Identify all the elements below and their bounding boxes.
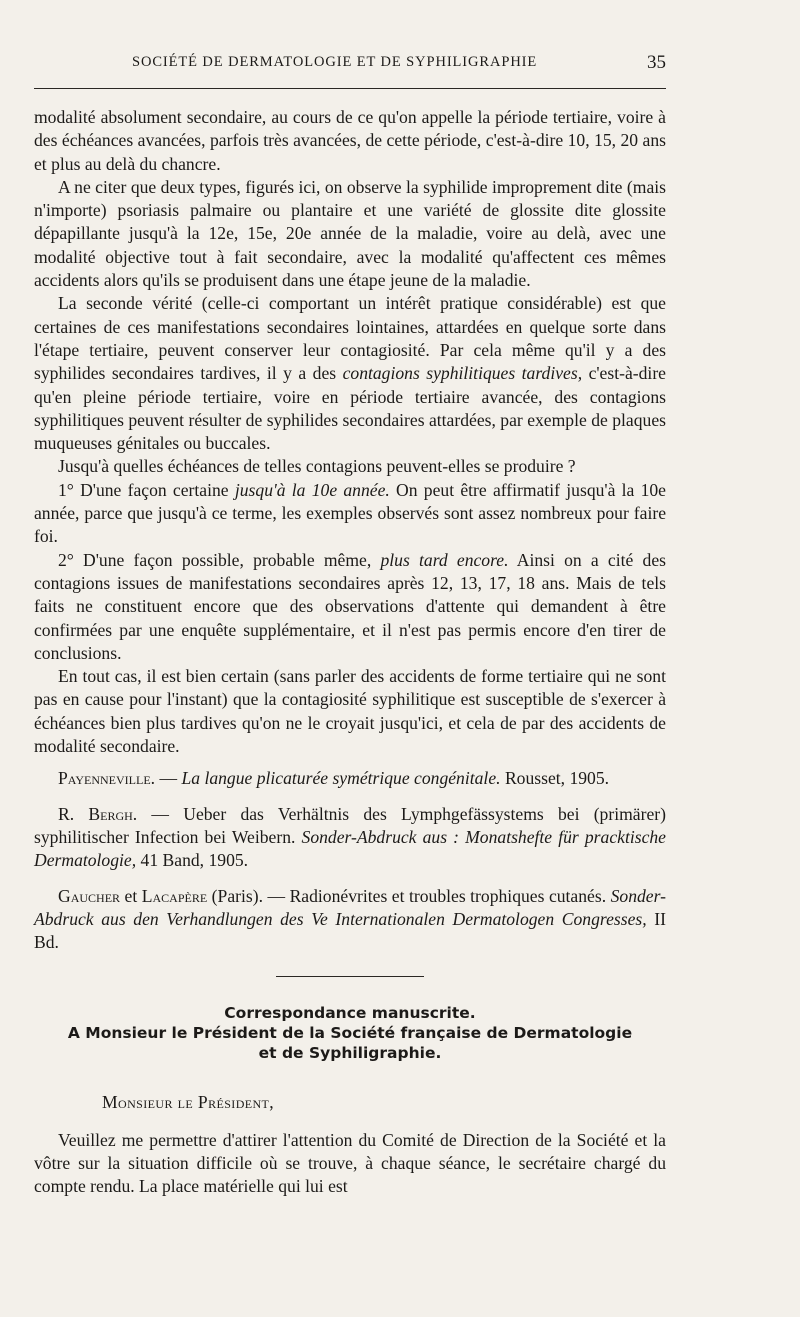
reference-author: Bergh. <box>88 803 138 824</box>
text-run: R. <box>58 803 75 824</box>
emphasis: jusqu'à la 10e année. <box>234 479 390 500</box>
emphasis: plus tard encore. <box>380 549 509 570</box>
reference-title: Sonder-Abdruck aus den Verhandlungen des Ve Internationalen Dermatologen Congresses, <box>34 885 666 929</box>
letter-salutation: Monsieur le Président, <box>102 1092 275 1113</box>
paragraph: En tout cas, il est bien certain (sans parler des accidents de forme tertiaire qui ne sont pas en cause pour l'instant) que la contagiosité syphilitique est susceptible de s'exercer à échéances bien plus tardives qu'on ne le croyait jusqu'ici, et cela de par des accidents de modalité secondaire. <box>34 666 666 757</box>
paragraph <box>34 549 666 665</box>
reference-entry <box>34 885 666 955</box>
paragraph: modalité absolument secondaire, au cours de ce qu'on appelle la période tertiaire, voire à des échéances avancées, parfois très avancées, de cette période, c'est-à-dire 10, 15, 20 ans et plus au delà du chancre. <box>34 107 666 174</box>
text-run: Rousset, 1905. <box>504 768 610 789</box>
header-rule <box>34 88 666 89</box>
running-title: SOCIÉTÉ DE DERMATOLOGIE ET DE SYPHILIGRAPHIE <box>132 54 538 70</box>
text-run: On peut être affirmatif jusqu'à la 10e année, parce que jusqu'à ce terme, les exemples observés sont assez nombreux pour faire foi. <box>34 479 666 547</box>
text-run: 2° D'une façon possible, probable même, <box>58 549 372 570</box>
text-run: — <box>159 768 178 789</box>
reference-title: La langue plicaturée symétrique congénitale. <box>181 768 501 789</box>
emphasis: contagions syphilitiques tardives, <box>342 363 583 384</box>
correspondence-heading: Correspondance manuscrite. <box>224 1004 476 1023</box>
text-run: 41 Band, 1905. <box>140 850 249 871</box>
text-run: Ainsi on a cité des contagions issues de manifestations secondaires après 12, 13, 17, 18 ans. Mais de tels faits ne constituent encore que des observations d'attente qui demandent à être confirmées par une enquête supplémentaire, et il n'est pas permis encore d'en tirer de conclusions. <box>34 549 666 663</box>
page-body <box>34 106 666 1199</box>
paragraph: Jusqu'à quelles échéances de telles contagions peuvent-elles se produire ? <box>58 456 576 477</box>
addressee-line: A Monsieur le Président de la Société française de Dermatologie <box>67 1024 633 1043</box>
text-run: et <box>124 885 138 906</box>
reference-entry <box>34 803 666 873</box>
page-number: 35 <box>647 52 666 73</box>
text-run: c'est-à-dire qu'en pleine période tertiaire, voire en période tertiaire avancée, des contagions syphilitiques peuvent résulter de syphilides secondaires attardées, par exemple de plaques muqueuses génitales ou buccales. <box>34 363 666 454</box>
paragraph <box>34 479 666 549</box>
reference-entry <box>34 767 666 790</box>
paragraph <box>34 292 666 455</box>
text-run: (Paris). — Radionévrites et troubles trophiques cutanés. <box>211 885 607 906</box>
addressee-line: et de Syphiligraphie. <box>258 1044 442 1063</box>
text-run: II Bd. <box>34 908 666 953</box>
correspondence-heading-block <box>34 1003 666 1063</box>
text-run: 1° D'une façon certaine <box>58 479 229 500</box>
paragraph: A ne citer que deux types, figurés ici, on observe la syphilide improprement dite (mais n'importe) psoriasis palmaire ou plantaire et une variété de glossite dite glossite dépapillante jusqu'à la 12e, 15e, 20e année de la maladie, voire au delà, avec une modalité objective tout à fait secondaire, avec la modalité qu'affectent ces mêmes accidents alors qu'ils se produisent dans une étape jeune de la maladie. <box>34 176 666 291</box>
section-separator <box>276 976 424 977</box>
reference-title: Sonder-Abdruck aus : Monatshefte für pracktische Dermatologie, <box>34 826 666 871</box>
text-run: La seconde vérité (celle-ci comportant un intérêt pratique considérable) est que certaines de ces manifestations secondaires lointaines, attardées en quelque sorte dans l'étape tertiaire, peuvent conserver leur contagiosité. Par cela même qu'il y a des syphilides secondaires tardives, il y a des <box>34 293 666 384</box>
reference-author: Payenneville. <box>58 768 156 789</box>
text-run: — Ueber das Verhältnis des Lymphgefässystems bei (primärer) syphilitischer Infection bei Weibern. <box>34 803 666 847</box>
running-header <box>34 54 666 78</box>
reference-author: Gaucher <box>58 885 121 906</box>
reference-author: Lacapère <box>141 885 208 906</box>
letter-paragraph: Veuillez me permettre d'attirer l'attention du Comité de Direction de la Société et la vôtre sur la situation difficile où se trouve, à chaque séance, le secrétaire chargé du compte rendu. La place matérielle qui lui est <box>34 1129 666 1197</box>
